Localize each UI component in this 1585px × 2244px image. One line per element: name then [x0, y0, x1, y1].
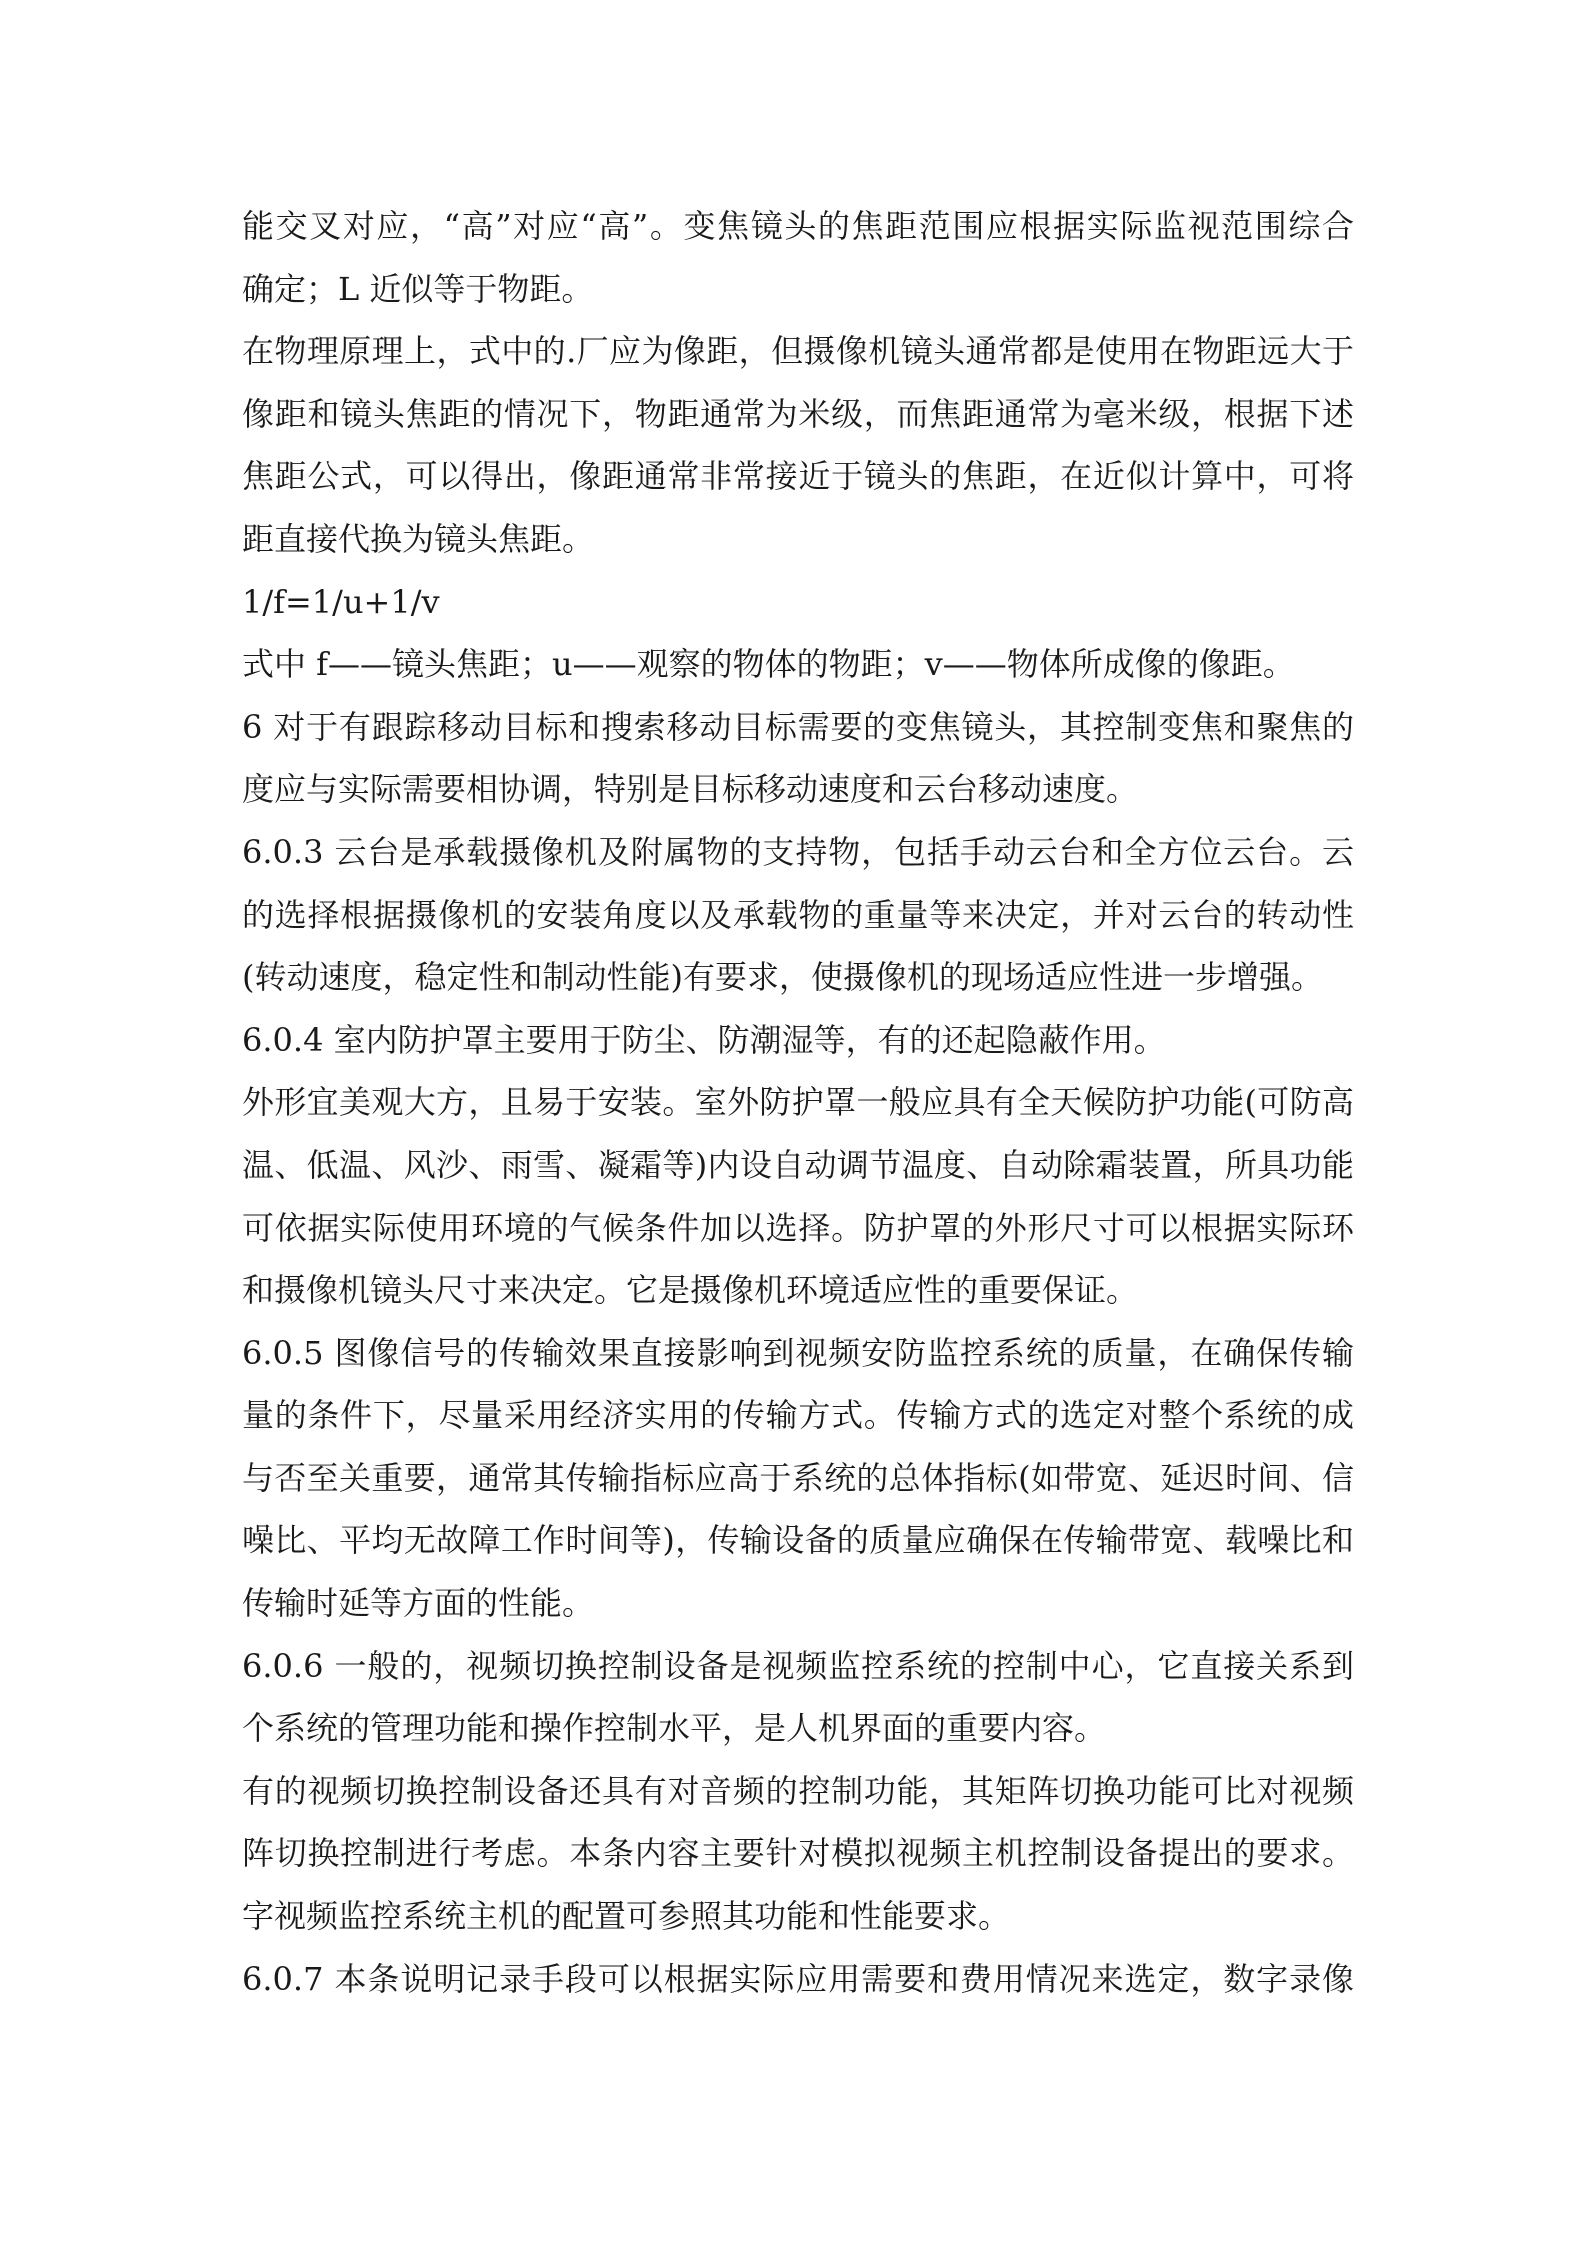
- text-line: 6 对于有跟踪移动目标和搜索移动目标需要的变焦镜头，其控制变焦和聚焦的: [242, 707, 1354, 746]
- text-line: 噪比、平均无故障工作时间等)，传输设备的质量应确保在传输带宽、载噪比和: [242, 1521, 1354, 1560]
- text-line: 量的条件下，尽量采用经济实用的传输方式。传输方式的选定对整个系统的成: [242, 1396, 1354, 1435]
- text-line: 6.0.5 图像信号的传输效果直接影响到视频安防监控系统的质量，在确保传输: [242, 1333, 1354, 1372]
- text-line: 阵切换控制进行考虑。本条内容主要针对模拟视频主机控制设备提出的要求。: [242, 1834, 1354, 1873]
- text-line: 有的视频切换控制设备还具有对音频的控制功能，其矩阵切换功能可比对视频: [242, 1771, 1354, 1810]
- text-line: 可依据实际使用环境的气候条件加以选择。防护罩的外形尺寸可以根据实际环: [242, 1208, 1354, 1247]
- text-line: 度应与实际需要相协调，特别是目标移动速度和云台移动速度。: [242, 770, 1139, 809]
- text-line: 像距和镜头焦距的情况下，物距通常为米级，而焦距通常为毫米级，根据下述: [242, 394, 1354, 433]
- text-line: 的选择根据摄像机的安装角度以及承载物的重量等来决定，并对云台的转动性: [242, 895, 1354, 934]
- text-line: 1/f=1/u+1/v: [242, 582, 440, 621]
- text-line: 6.0.6 一般的，视频切换控制设备是视频监控系统的控制中心，它直接关系到: [242, 1646, 1354, 1685]
- text-line: 个系统的管理功能和操作控制水平，是人机界面的重要内容。: [242, 1709, 1107, 1748]
- text-line: 在物理原理上，式中的.厂应为像距，但摄像机镜头通常都是使用在物距远大于: [242, 332, 1354, 371]
- text-line: 温、低温、风沙、雨雪、凝霜等)内设自动调节温度、自动除霜装置，所具功能: [242, 1145, 1354, 1184]
- text-line: 6.0.4 室内防护罩主要用于防尘、防潮湿等，有的还起隐蔽作用。: [242, 1020, 1166, 1059]
- text-line: 确定；L 近似等于物距。: [242, 269, 594, 308]
- text-line: 距直接代换为镜头焦距。: [242, 519, 595, 558]
- text-line: 焦距公式，可以得出，像距通常非常接近于镜头的焦距，在近似计算中，可将: [242, 457, 1354, 496]
- document-page: [242, 195, 1354, 2010]
- text-line: 能交叉对应，“高”对应“高”。变焦镜头的焦距范围应根据实际监视范围综合: [242, 207, 1354, 245]
- text-line: (转动速度，稳定性和制动性能)有要求，使摄像机的现场适应性进一步增强。: [242, 958, 1323, 997]
- text-line: 字视频监控系统主机的配置可参照其功能和性能要求。: [242, 1897, 1011, 1936]
- text-line: 外形宜美观大方，且易于安装。室外防护罩一般应具有全天候防护功能(可防高: [242, 1083, 1354, 1122]
- text-line: 和摄像机镜头尺寸来决定。它是摄像机环境适应性的重要保证。: [242, 1271, 1139, 1310]
- text-line: 与否至关重要，通常其传输指标应高于系统的总体指标(如带宽、延迟时间、信: [242, 1458, 1354, 1497]
- text-line: 6.0.7 本条说明记录手段可以根据实际应用需要和费用情况来选定，数字录像: [242, 1959, 1354, 1998]
- text-line: 传输时延等方面的性能。: [242, 1584, 595, 1623]
- text-line: 6.0.3 云台是承载摄像机及附属物的支持物，包括手动云台和全方位云台。云: [242, 832, 1354, 871]
- text-line: 式中 f——镜头焦距；u——观察的物体的物距；v——物体所成像的像距。: [242, 645, 1295, 684]
